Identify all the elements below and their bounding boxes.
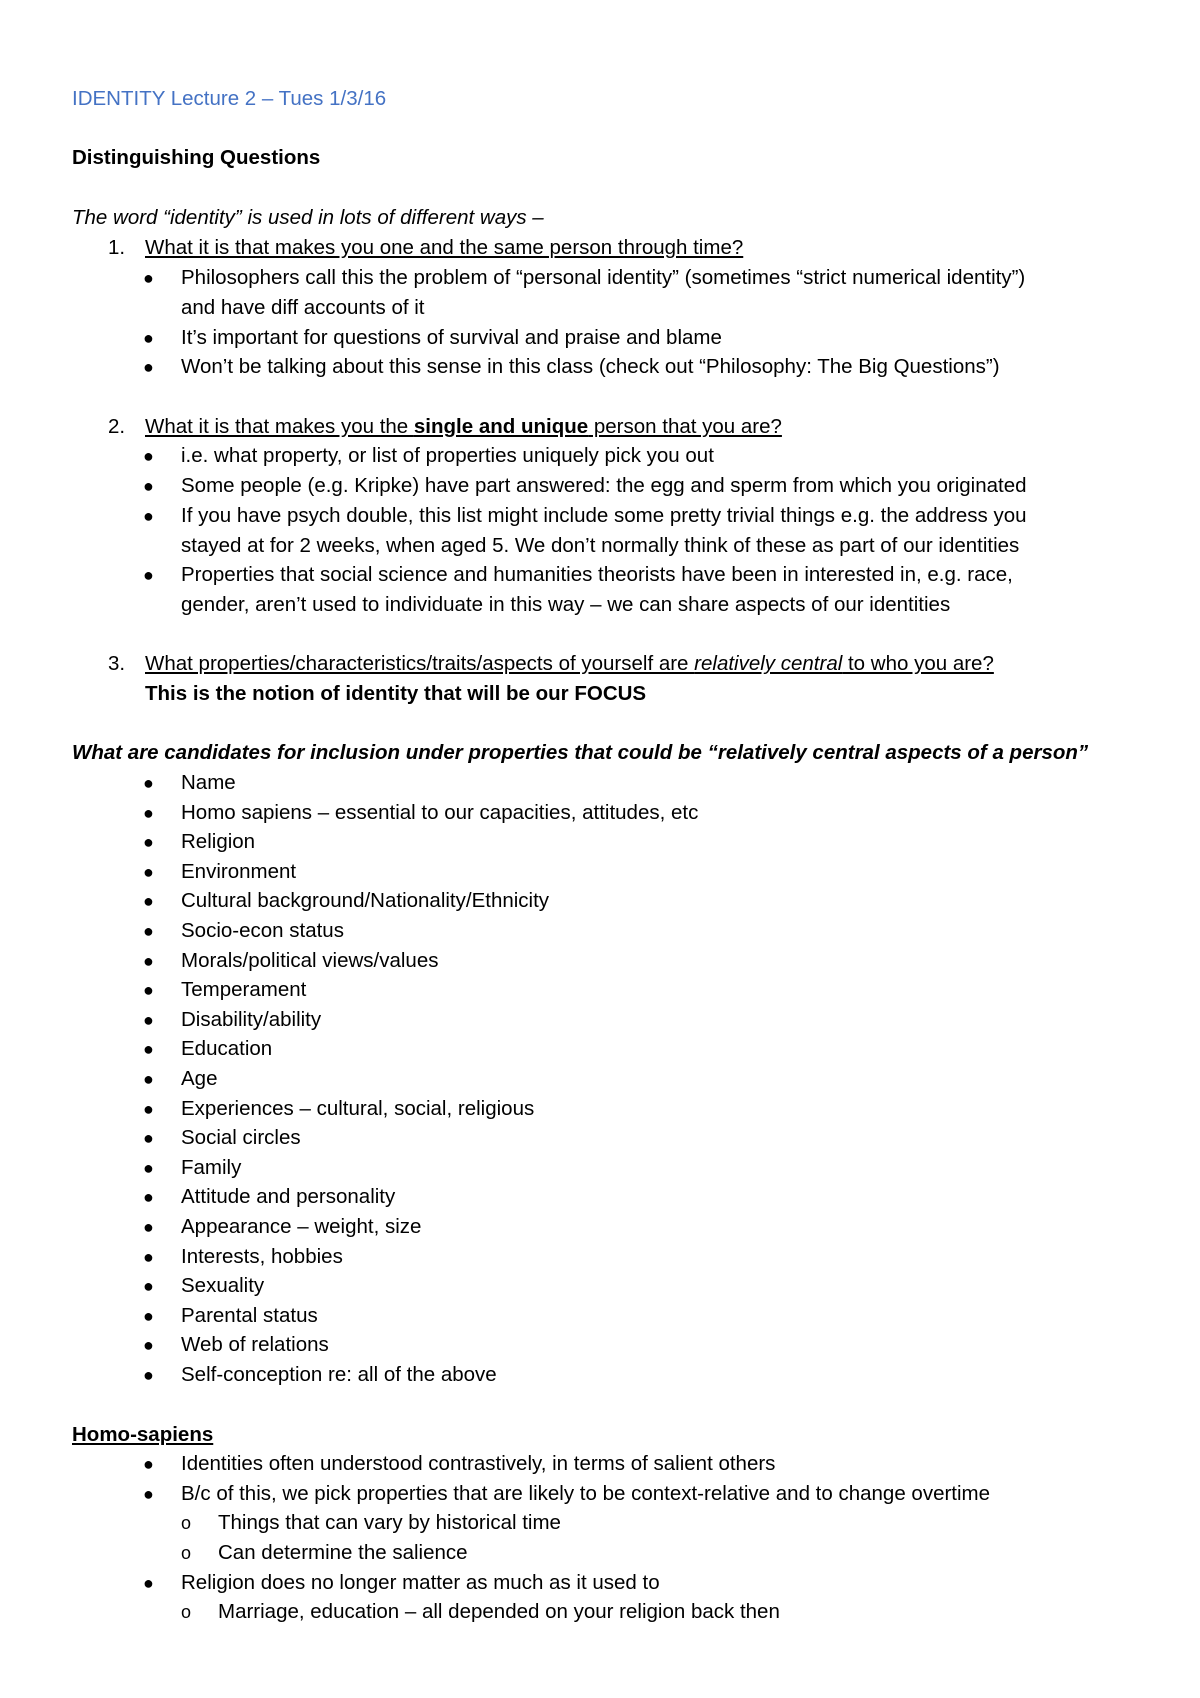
candidate-item: Attitude and personality xyxy=(181,1185,396,1208)
sub-bullet-icon: o xyxy=(181,1602,192,1622)
candidate-item: Parental status xyxy=(181,1304,318,1327)
candidate-item: Age xyxy=(181,1067,218,1090)
bullet-text: Won’t be talking about this sense in this class (check out “Philosophy: The Big Questions”) xyxy=(181,355,1000,378)
candidate-item: Cultural background/Nationality/Ethnicity xyxy=(181,889,550,912)
bullet-text: Philosophers call this the problem of “personal identity” (sometimes “strict numerical identity”) xyxy=(181,266,1026,289)
sub-bullet-text: Marriage, education – all depended on your religion back then xyxy=(218,1600,780,1623)
bullet-icon: ● xyxy=(143,476,154,496)
candidate-item: Interests, hobbies xyxy=(181,1245,343,1268)
bullet-text: B/c of this, we pick properties that are likely to be context-relative and to change overtime xyxy=(181,1482,991,1505)
question-number: 1. xyxy=(108,236,126,259)
bullet-icon: ● xyxy=(143,1306,154,1326)
question-text: What it is that makes you one and the same person through time? xyxy=(145,236,744,259)
bullet-text: If you have psych double, this list might include some pretty trivial things e.g. the address you xyxy=(181,504,1027,527)
bullet-text: Religion does no longer matter as much as it used to xyxy=(181,1571,660,1594)
bullet-icon: ● xyxy=(143,1454,154,1474)
candidate-item: Family xyxy=(181,1156,242,1179)
bullet-text-continued: and have diff accounts of it xyxy=(181,296,425,319)
bullet-text: Identities often understood contrastively, in terms of salient others xyxy=(181,1452,776,1475)
candidate-item: Self-conception re: all of the above xyxy=(181,1363,497,1386)
bullet-icon: ● xyxy=(143,1365,154,1385)
bullet-icon: ● xyxy=(143,357,154,377)
question-text: What properties/characteristics/traits/aspects of yourself are relatively central to who you are? xyxy=(145,652,994,675)
intro-text: The word “identity” is used in lots of different ways – xyxy=(72,206,544,229)
bullet-icon: ● xyxy=(143,891,154,911)
candidate-item: Education xyxy=(181,1037,273,1060)
question-number: 2. xyxy=(108,415,126,438)
bullet-text-continued: gender, aren’t used to individuate in this way – we can share aspects of our identities xyxy=(181,593,951,616)
candidate-item: Religion xyxy=(181,830,256,853)
bullet-icon: ● xyxy=(143,1335,154,1355)
bullet-icon: ● xyxy=(143,1187,154,1207)
candidate-item: Disability/ability xyxy=(181,1008,322,1031)
question-text: What it is that makes you the single and unique person that you are? xyxy=(145,415,782,438)
candidate-item: Social circles xyxy=(181,1126,301,1149)
section-heading-homo-sapiens: Homo-sapiens xyxy=(72,1423,214,1446)
bullet-icon: ● xyxy=(143,980,154,1000)
bullet-text: Some people (e.g. Kripke) have part answered: the egg and sperm from which you originated xyxy=(181,474,1027,497)
candidate-item: Name xyxy=(181,771,236,794)
bullet-icon: ● xyxy=(143,1010,154,1030)
bullet-icon: ● xyxy=(143,773,154,793)
bullet-icon: ● xyxy=(143,1128,154,1148)
candidate-item: Sexuality xyxy=(181,1274,265,1297)
bullet-icon: ● xyxy=(143,803,154,823)
bullet-icon: ● xyxy=(143,1039,154,1059)
focus-statement: This is the notion of identity that will be our FOCUS xyxy=(145,682,647,705)
candidate-item: Homo sapiens – essential to our capacities, attitudes, etc xyxy=(181,801,699,824)
bullet-text: Properties that social science and humanities theorists have been in interested in, e.g. race, xyxy=(181,563,1013,586)
bullet-icon: ● xyxy=(143,565,154,585)
bullet-icon: ● xyxy=(143,1484,154,1504)
candidate-item: Morals/political views/values xyxy=(181,949,439,972)
bullet-icon: ● xyxy=(143,951,154,971)
candidate-item: Environment xyxy=(181,860,297,883)
sub-bullet-icon: o xyxy=(181,1543,192,1563)
candidate-item: Socio-econ status xyxy=(181,919,344,942)
section-heading-distinguishing: Distinguishing Questions xyxy=(72,146,321,169)
sub-bullet-text: Things that can vary by historical time xyxy=(218,1511,561,1534)
bullet-icon: ● xyxy=(143,921,154,941)
bullet-icon: ● xyxy=(143,1158,154,1178)
candidate-item: Experiences – cultural, social, religious xyxy=(181,1097,535,1120)
question-number: 3. xyxy=(108,652,126,675)
bullet-icon: ● xyxy=(143,1099,154,1119)
bullet-icon: ● xyxy=(143,268,154,288)
bullet-icon: ● xyxy=(143,1217,154,1237)
bullet-icon: ● xyxy=(143,1573,154,1593)
bullet-text-continued: stayed at for 2 weeks, when aged 5. We don’t normally think of these as part of our identities xyxy=(181,534,1020,557)
candidates-heading: What are candidates for inclusion under properties that could be “relatively central aspects of a person” xyxy=(72,741,1089,764)
bullet-icon: ● xyxy=(143,506,154,526)
bullet-icon: ● xyxy=(143,1276,154,1296)
candidate-item: Web of relations xyxy=(181,1333,329,1356)
bullet-icon: ● xyxy=(143,832,154,852)
bullet-icon: ● xyxy=(143,1069,154,1089)
bullet-text: i.e. what property, or list of properties uniquely pick you out xyxy=(181,444,714,467)
page-title: IDENTITY Lecture 2 – Tues 1/3/16 xyxy=(72,87,387,110)
bullet-text: It’s important for questions of survival and praise and blame xyxy=(181,326,722,349)
bullet-icon: ● xyxy=(143,328,154,348)
candidate-item: Appearance – weight, size xyxy=(181,1215,422,1238)
candidate-item: Temperament xyxy=(181,978,307,1001)
sub-bullet-icon: o xyxy=(181,1513,192,1533)
sub-bullet-text: Can determine the salience xyxy=(218,1541,468,1564)
bullet-icon: ● xyxy=(143,862,154,882)
bullet-icon: ● xyxy=(143,446,154,466)
bullet-icon: ● xyxy=(143,1247,154,1267)
